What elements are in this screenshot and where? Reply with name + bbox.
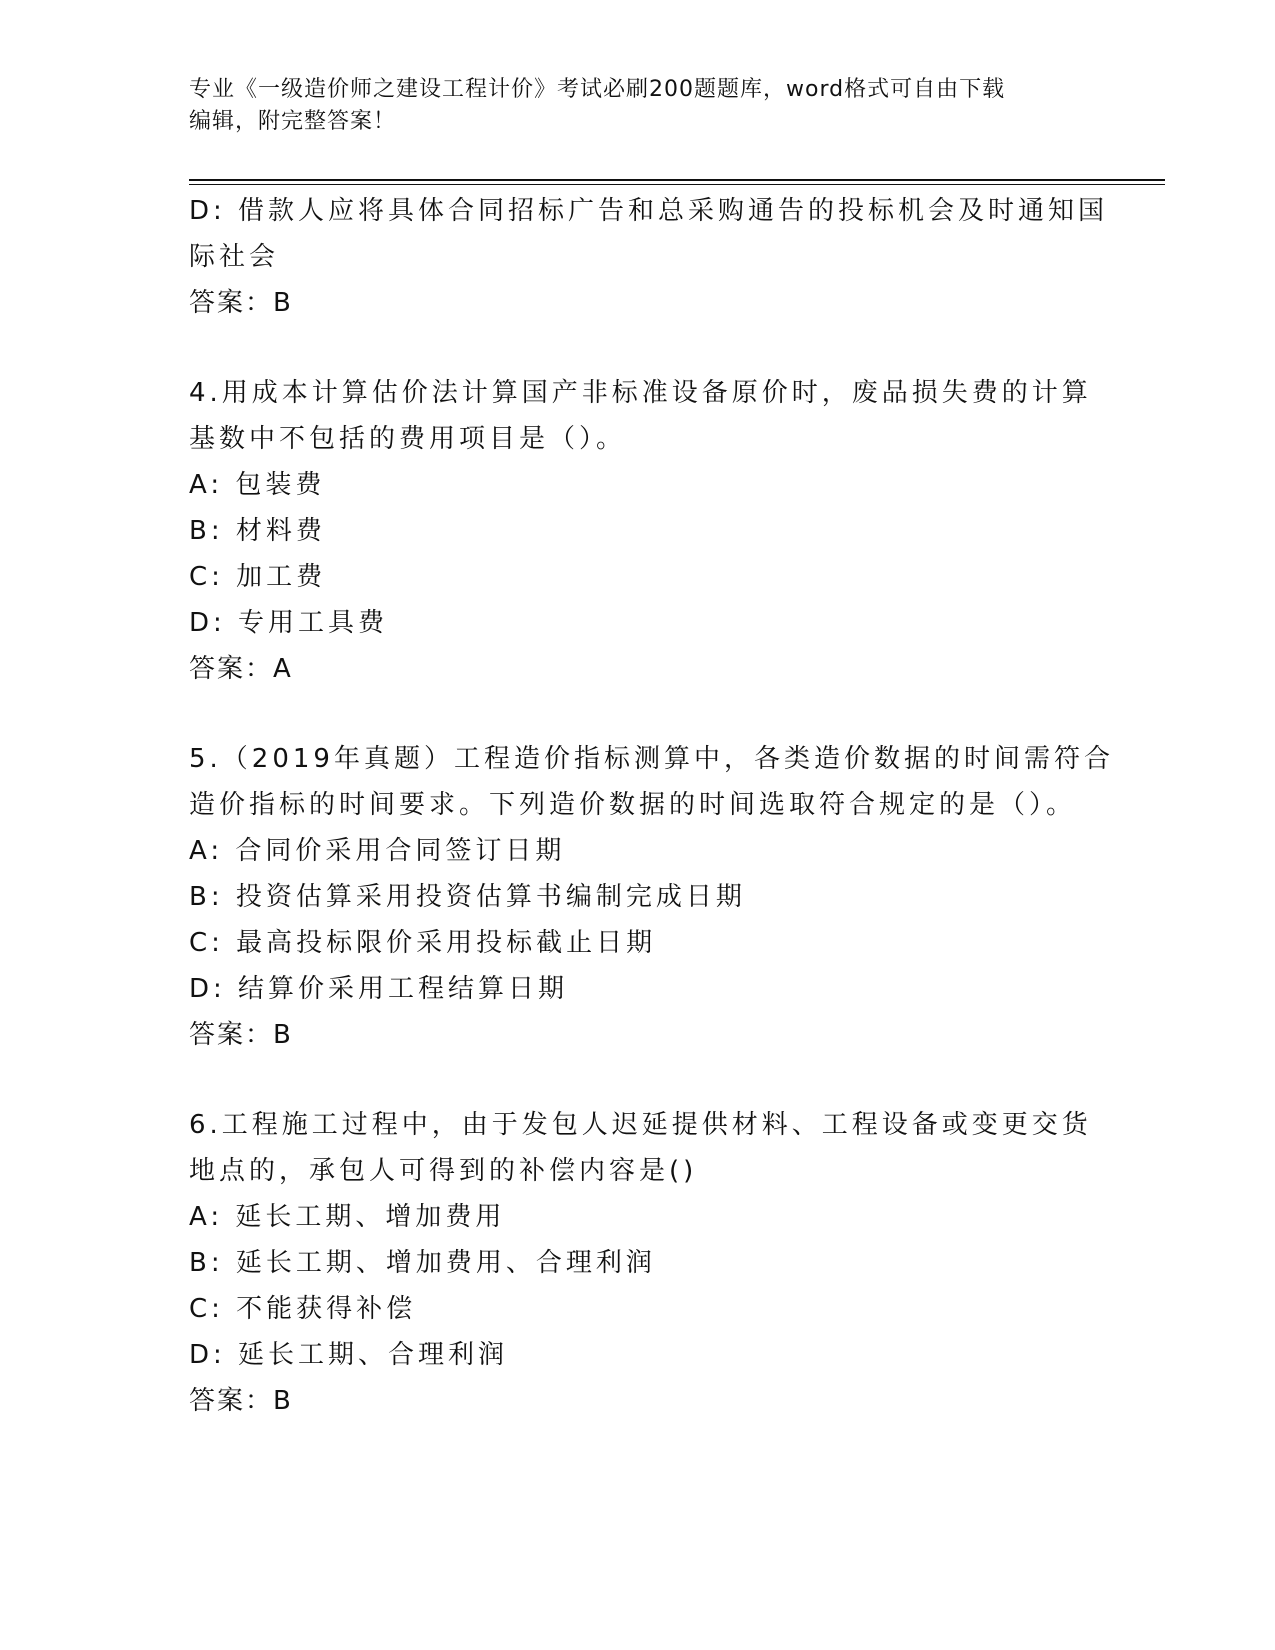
header-line-2: 编辑，附完整答案！: [189, 109, 397, 134]
question-stem: [189, 1102, 1092, 1194]
option-d-line-1: D: 借款人应将具体合同招标广告和总采购通告的投标机会及时通知国: [189, 196, 1109, 226]
question-6: [189, 1102, 1092, 1424]
option-a: A: 包装费: [189, 470, 326, 500]
option-c: C: 不能获得补偿: [189, 1294, 417, 1324]
question-spacer: [189, 1058, 1089, 1102]
option-b: B: 投资估算采用投资估算书编制完成日期: [189, 882, 746, 912]
option-b: B: 延长工期、增加费用、合理利润: [189, 1248, 656, 1278]
question-stem-line-2: 基数中不包括的费用项目是（）。: [189, 424, 627, 454]
option-b: B: 材料费: [189, 516, 326, 546]
option-d-line-2: 际社会: [189, 242, 280, 272]
option-d: D: 延长工期、合理利润: [189, 1340, 509, 1370]
header-rule-thin: [189, 184, 1165, 185]
answer-text: 答案：B: [189, 288, 293, 318]
answer-text: 答案：A: [189, 654, 293, 684]
document-header: [189, 74, 1089, 138]
header-line-1: 专业《一级造价师之建设工程计价》考试必刷200题题库，word格式可自由下载: [189, 77, 1006, 102]
document-body: [189, 188, 1114, 1424]
option-a: A: 合同价采用合同签订日期: [189, 836, 566, 866]
header-rule-thick: [189, 179, 1165, 181]
question-stem-line-1: 4.用成本计算估价法计算国产非标准设备原价时，废品损失费的计算: [189, 378, 1092, 408]
question-stem: [189, 736, 1114, 828]
option-c: C: 加工费: [189, 562, 327, 592]
option-a: A: 延长工期、增加费用: [189, 1202, 506, 1232]
question-spacer: [189, 692, 1089, 736]
question-stem-line-2: 地点的，承包人可得到的补偿内容是(): [189, 1156, 698, 1186]
question-stem-line-1: 6.工程施工过程中，由于发包人迟延提供材料、工程设备或变更交货: [189, 1110, 1092, 1140]
question-stem-line-1: 5.（2019年真题）工程造价指标测算中，各类造价数据的时间需符合: [189, 744, 1114, 774]
question-4: [189, 370, 1092, 692]
question-spacer: [189, 326, 1089, 370]
question-3-tail: [189, 188, 1109, 326]
question-stem-line-2: 造价指标的时间要求。下列造价数据的时间选取符合规定的是（）。: [189, 790, 1077, 820]
option-d: D: 专用工具费: [189, 608, 389, 638]
option-c: C: 最高投标限价采用投标截止日期: [189, 928, 657, 958]
option-d: D: 结算价采用工程结算日期: [189, 974, 569, 1004]
answer-text: 答案：B: [189, 1020, 293, 1050]
question-5: [189, 736, 1114, 1058]
question-stem: [189, 370, 1092, 462]
answer-text: 答案：B: [189, 1386, 293, 1416]
